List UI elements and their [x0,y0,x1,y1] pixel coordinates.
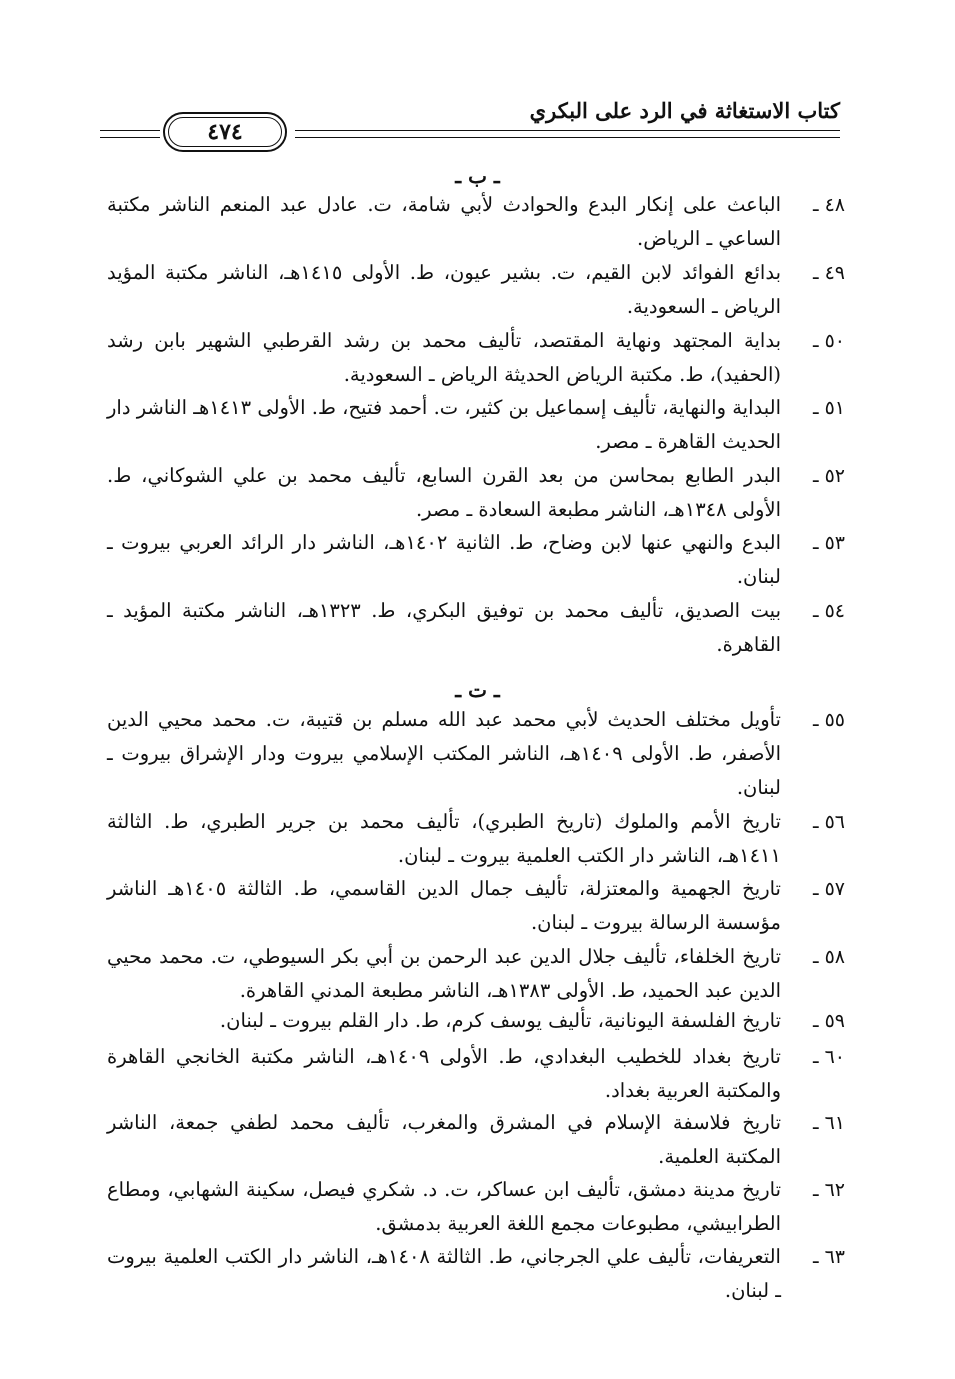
bibliography-entry [107,391,845,459]
entry-text: بداية المجتهد ونهاية المقتصد، تأليف محمد بن رشد القرطبي الشهير بابن رشد (الحفيد)، ط. مكتبة الرياض الحديثة الرياض ـ السعودية. [107,329,781,386]
entry-text: التعريفات، تأليف علي الجرجاني، ط. الثالثة ١٤٠٨هـ، الناشر دار الكتب العلمية بيروت ـ لبنان. [107,1245,781,1302]
entry-number: ٤٨ ـ [812,194,845,216]
section-heading: ـ ت ـ [455,678,500,702]
bibliography-entry [107,703,845,805]
bibliography-entry [107,1004,845,1038]
entry-number: ٥٠ ـ [812,330,845,352]
entry-text: بيت الصديق، تأليف محمد بن توفيق البكري، ط. ١٣٢٣هـ، الناشر مكتبة المؤيد ـ القاهرة. [107,599,781,656]
entry-text: تاريخ بغداد للخطيب البغدادي، ط. الأولى ١٤٠٩هـ، الناشر مكتبة الخانجي القاهرة والمكتبة العربية بغداد. [107,1045,781,1102]
entry-text: تاريخ الفلسفة اليونانية، تأليف يوسف كرم، ط. دار القلم بيروت ـ لبنان. [219,1009,781,1032]
entry-number: ٦٣ ـ [812,1246,845,1268]
bibliography-entry [107,256,845,324]
page-number: ٤٧٤ [207,119,243,145]
entry-number: ٦١ ـ [812,1112,845,1134]
bibliography-entry [107,324,845,392]
entry-text: تاريخ الجهمية والمعتزلة، تأليف جمال الدين القاسمي، ط. الثالثة ١٤٠٥هـ الناشر مؤسسة الرسالة بيروت ـ لبنان. [107,877,781,934]
entry-number: ٥٢ ـ [812,465,845,487]
entry-number: ٥٨ ـ [812,946,845,968]
bibliography-entry [107,805,845,873]
page-number-ornament [163,112,287,152]
bibliography-entry [107,1040,845,1108]
bibliography-entry [107,872,845,940]
book-title: كتاب الاستغاثة في الرد على البكري [529,98,840,123]
entry-number: ٥٤ ـ [812,600,845,622]
entry-number: ٤٩ ـ [812,262,845,284]
section-heading: ـ ب ـ [455,164,500,188]
bibliography-entry [107,1106,845,1174]
entry-number: ٥٥ ـ [812,709,845,731]
entry-text: تاريخ الأمم والملوك (تاريخ الطبري)، تأليف محمد بن جرير الطبري، ط. الثالثة ١٤١١هـ، الناشر دار الكتب العلمية بيروت ـ لبنان. [107,810,781,867]
entry-number: ٥٧ ـ [812,878,845,900]
entry-number: ٥٣ ـ [812,532,845,554]
bibliography-entry [107,1240,845,1308]
entry-text: البداية والنهاية، تأليف إسماعيل بن كثير، ت. أحمد فتيح، ط. الأولى ١٤١٣هـ الناشر دار الحديث القاهرة ـ مصر. [107,396,781,453]
entry-number: ٥٩ ـ [812,1010,845,1032]
bibliography-entry [107,1173,845,1241]
entry-text: تاريخ فلاسفة الإسلام في المشرق والمغرب، تأليف محمد لطفي جمعة، الناشر المكتبة العلمية. [107,1111,781,1168]
bibliography-entry [107,188,845,256]
bibliography-entry [107,526,845,594]
header-rule-short [100,130,160,138]
entry-text: تاريخ الخلفاء، تأليف جلال الدين عبد الرحمن بن أبي بكر السيوطي، ت. محمد محيي الدين عبد الحميد، ط. الأولى ١٣٨٣هـ، الناشر مطبعة المدني القاهرة. [107,945,781,1002]
entry-number: ٥٦ ـ [812,811,845,833]
entry-text: البدر الطابع بمحاسن من بعد القرن السابع، تأليف محمد بن علي الشوكاني، ط. الأولى ١٣٤٨هـ، الناشر مطبعة السعادة ـ مصر. [107,464,781,521]
entry-text: تأويل مختلف الحديث لأبي محمد عبد الله مسلم بن قتيبة، ت. محمد محيي الدين الأصفر، ط. الأولى ١٤٠٩هـ، الناشر المكتب الإسلامي بيروت ودار الإشراق بيروت ـ لبنان. [107,708,781,799]
bibliography-entry [107,940,845,1008]
header-rule [295,130,840,138]
entry-number: ٦٠ ـ [812,1046,845,1068]
bibliography-entry [107,594,845,662]
running-header [100,92,860,152]
entry-text: الباعث على إنكار البدع والحوادث لأبي شامة، ت. عادل عبد المنعم الناشر مكتبة الساعي ـ الرياض. [107,193,781,250]
entry-number: ٥١ ـ [812,397,845,419]
entry-text: البدع والنهي عنها لابن وضاح، ط. الثانية ١٤٠٢هـ، الناشر دار الرائد العربي بيروت ـ لبنان. [107,531,781,588]
entry-text: بدائع الفوائد لابن القيم، ت. بشير عيون، ط. الأولى ١٤١٥هـ، الناشر مكتبة المؤيد الرياض ـ السعودية. [107,261,782,318]
bibliography-entry [107,459,845,527]
entry-text: تاريخ مدينة دمشق، تأليف ابن عساكر، ت. د. شكري فيصل، سكينة الشهابي، ومطاع الطرابيشي، مطبوعات مجمع اللغة العربية بدمشق. [107,1178,781,1235]
entry-number: ٦٢ ـ [812,1179,845,1201]
